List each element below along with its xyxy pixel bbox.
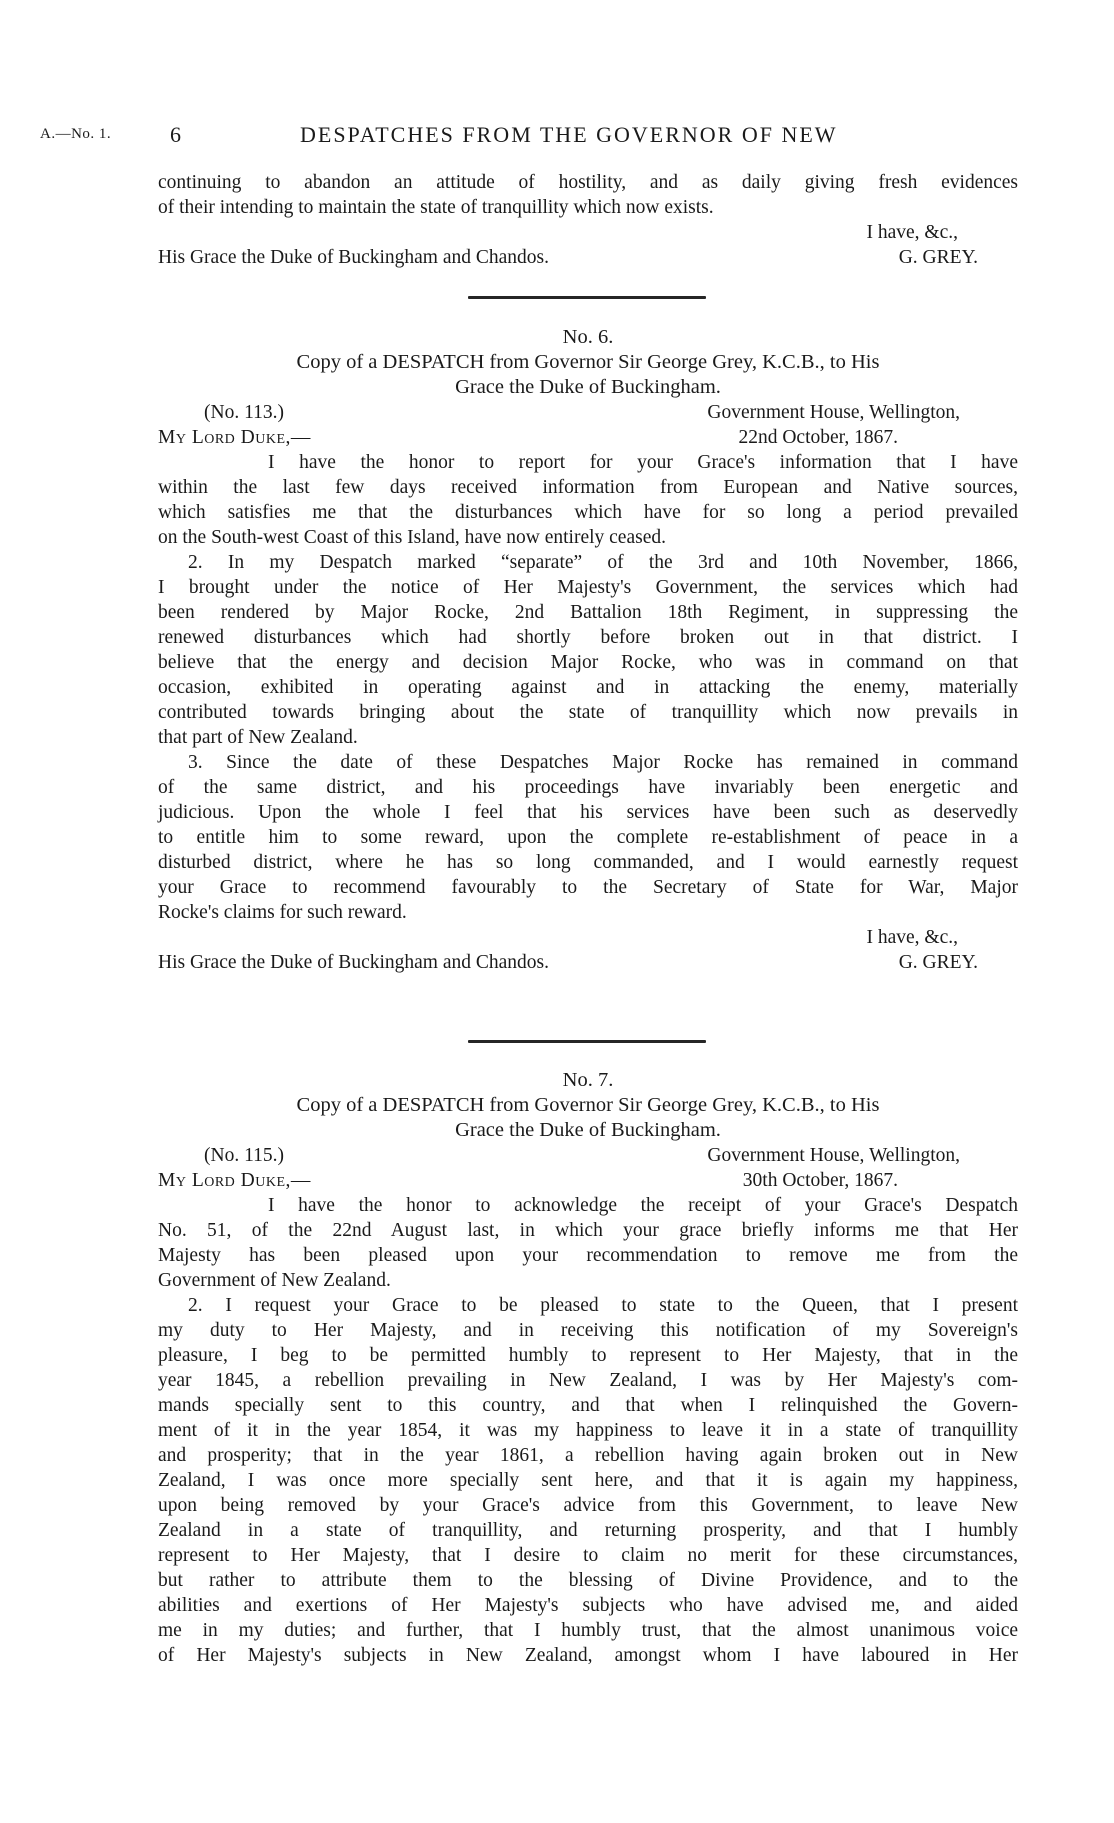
section-divider bbox=[468, 1040, 706, 1043]
signature: G. GREY. bbox=[898, 952, 978, 973]
salutation: My Lord Duke,— bbox=[158, 1170, 311, 1191]
body-line: represent to Her Majesty, that I desire to claim no merit for these circumstances, bbox=[158, 1545, 1018, 1566]
salutation-row bbox=[158, 425, 1018, 450]
body-line: judicious. Upon the whole I feel that his services have been such as deservedly bbox=[158, 802, 1018, 823]
body-line: but rather to attribute them to the blessing of Divine Providence, and to the bbox=[158, 1570, 1018, 1591]
running-title: DESPATCHES FROM THE GOVERNOR OF NEW bbox=[300, 122, 838, 147]
body-line: 3. Since the date of these Despatches Major Rocke has remained in command bbox=[188, 752, 1018, 773]
body-line: of the same district, and his proceedings have invariably been energetic and bbox=[158, 777, 1018, 798]
body-line: of their intending to maintain the state of tranquillity which now exists. bbox=[158, 197, 714, 218]
closing-formula: I have, &c., bbox=[866, 927, 958, 948]
despatch-7 bbox=[158, 1068, 1018, 1668]
body-line: been rendered by Major Rocke, 2nd Battalion 18th Regiment, in suppressing the bbox=[158, 602, 1018, 623]
body-line: 2. In my Despatch marked “separate” of the 3rd and 10th November, 1866, bbox=[188, 552, 1018, 573]
body-line: I brought under the notice of Her Majesty's Government, the services which had bbox=[158, 577, 1018, 598]
section-divider bbox=[468, 296, 706, 299]
body-line: on the South-west Coast of this Island, have now entirely ceased. bbox=[158, 527, 666, 548]
despatch-place: Government House, Wellington, bbox=[707, 1145, 960, 1166]
body-line: renewed disturbances which had shortly before broken out in that district. I bbox=[158, 627, 1018, 648]
despatch-caption: Copy of a DESPATCH from Governor Sir George Grey, K.C.B., to His bbox=[296, 1094, 880, 1116]
body-line: abilities and exertions of Her Majesty's subjects who have advised me, and aided bbox=[158, 1595, 1018, 1616]
signature-row bbox=[158, 245, 1018, 270]
body-line: continuing to abandon an attitude of hostility, and as daily giving fresh evidences bbox=[158, 172, 1018, 193]
body-line: of Her Majesty's subjects in New Zealand, amongst whom I have laboured in Her bbox=[158, 1645, 1018, 1666]
body-line: Zealand, I was once more specially sent here, and that it is again my happiness, bbox=[158, 1470, 1018, 1491]
body-line: Zealand in a state of tranquillity, and returning prosperity, and that I humbly bbox=[158, 1520, 1018, 1541]
closing-row bbox=[158, 220, 1018, 245]
body-line: within the last few days received information from European and Native sources, bbox=[158, 477, 1018, 498]
body-line: upon being removed by your Grace's advice from this Government, to leave New bbox=[158, 1495, 1018, 1516]
body-line: Government of New Zealand. bbox=[158, 1270, 391, 1291]
despatch-caption: Copy of a DESPATCH from Governor Sir George Grey, K.C.B., to His bbox=[296, 351, 880, 373]
body-line: your Grace to recommend favourably to the Secretary of State for War, Major bbox=[158, 877, 1018, 898]
despatch-date: 30th October, 1867. bbox=[742, 1170, 898, 1191]
body-line: pleasure, I beg to be permitted humbly to represent to Her Majesty, that in the bbox=[158, 1345, 1018, 1366]
body-line: I have the honor to report for your Grace's information that I have bbox=[268, 452, 1018, 473]
despatch-ref: (No. 113.) bbox=[204, 402, 284, 423]
reference-row bbox=[158, 1143, 1018, 1168]
salutation-row bbox=[158, 1168, 1018, 1193]
body-line: year 1845, a rebellion prevailing in New Zealand, I was by Her Majesty's com- bbox=[158, 1370, 1018, 1391]
despatch-caption: Grace the Duke of Buckingham. bbox=[455, 1119, 721, 1141]
body-line: ment of it in the year 1854, it was my happiness to leave it in a state of tranquillity bbox=[158, 1420, 1018, 1441]
body-line: disturbed district, where he has so long commanded, and I would earnestly request bbox=[158, 852, 1018, 873]
body-line: occasion, exhibited in operating against and in attacking the enemy, materially bbox=[158, 677, 1018, 698]
reference-row bbox=[158, 400, 1018, 425]
despatch-date: 22nd October, 1867. bbox=[738, 427, 898, 448]
body-line: contributed towards bringing about the state of tranquillity which now prevails in bbox=[158, 702, 1018, 723]
closing-formula: I have, &c., bbox=[866, 222, 958, 243]
despatch-number: No. 7. bbox=[562, 1069, 614, 1091]
running-header bbox=[40, 122, 1040, 152]
body-line: Rocke's claims for such reward. bbox=[158, 902, 407, 923]
body-line: mands specially sent to this country, and that when I relinquished the Govern- bbox=[158, 1395, 1018, 1416]
document-reference: A.—No. 1. bbox=[40, 126, 112, 142]
intro-section bbox=[158, 170, 1018, 270]
salutation: My Lord Duke,— bbox=[158, 427, 311, 448]
closing-row bbox=[158, 925, 1018, 950]
despatch-6 bbox=[158, 325, 1018, 975]
signature: G. GREY. bbox=[898, 247, 978, 268]
body-line: my duty to Her Majesty, and in receiving this notification of my Sovereign's bbox=[158, 1320, 1018, 1341]
body-line: No. 51, of the 22nd August last, in which your grace briefly informs me that Her bbox=[158, 1220, 1018, 1241]
despatch-ref: (No. 115.) bbox=[204, 1145, 284, 1166]
body-line: me in my duties; and further, that I humbly trust, that the almost unanimous voice bbox=[158, 1620, 1018, 1641]
body-line: I have the honor to acknowledge the receipt of your Grace's Despatch bbox=[268, 1195, 1018, 1216]
body-line: that part of New Zealand. bbox=[158, 727, 358, 748]
body-line: to entitle him to some reward, upon the complete re-establishment of peace in a bbox=[158, 827, 1018, 848]
page-number: 6 bbox=[170, 122, 181, 147]
body-line: which satisfies me that the disturbances which have for so long a period prevailed bbox=[158, 502, 1018, 523]
body-line: and prosperity; that in the year 1861, a rebellion having again broken out in New bbox=[158, 1445, 1018, 1466]
body-line: 2. I request your Grace to be pleased to state to the Queen, that I present bbox=[188, 1295, 1018, 1316]
addressee: His Grace the Duke of Buckingham and Chandos. bbox=[158, 952, 549, 973]
signature-row bbox=[158, 950, 1018, 975]
body-line: believe that the energy and decision Major Rocke, who was in command on that bbox=[158, 652, 1018, 673]
body-line: Majesty has been pleased upon your recommendation to remove me from the bbox=[158, 1245, 1018, 1266]
despatch-place: Government House, Wellington, bbox=[707, 402, 960, 423]
addressee: His Grace the Duke of Buckingham and Chandos. bbox=[158, 247, 549, 268]
despatch-number: No. 6. bbox=[562, 326, 614, 348]
despatch-caption: Grace the Duke of Buckingham. bbox=[455, 376, 721, 398]
